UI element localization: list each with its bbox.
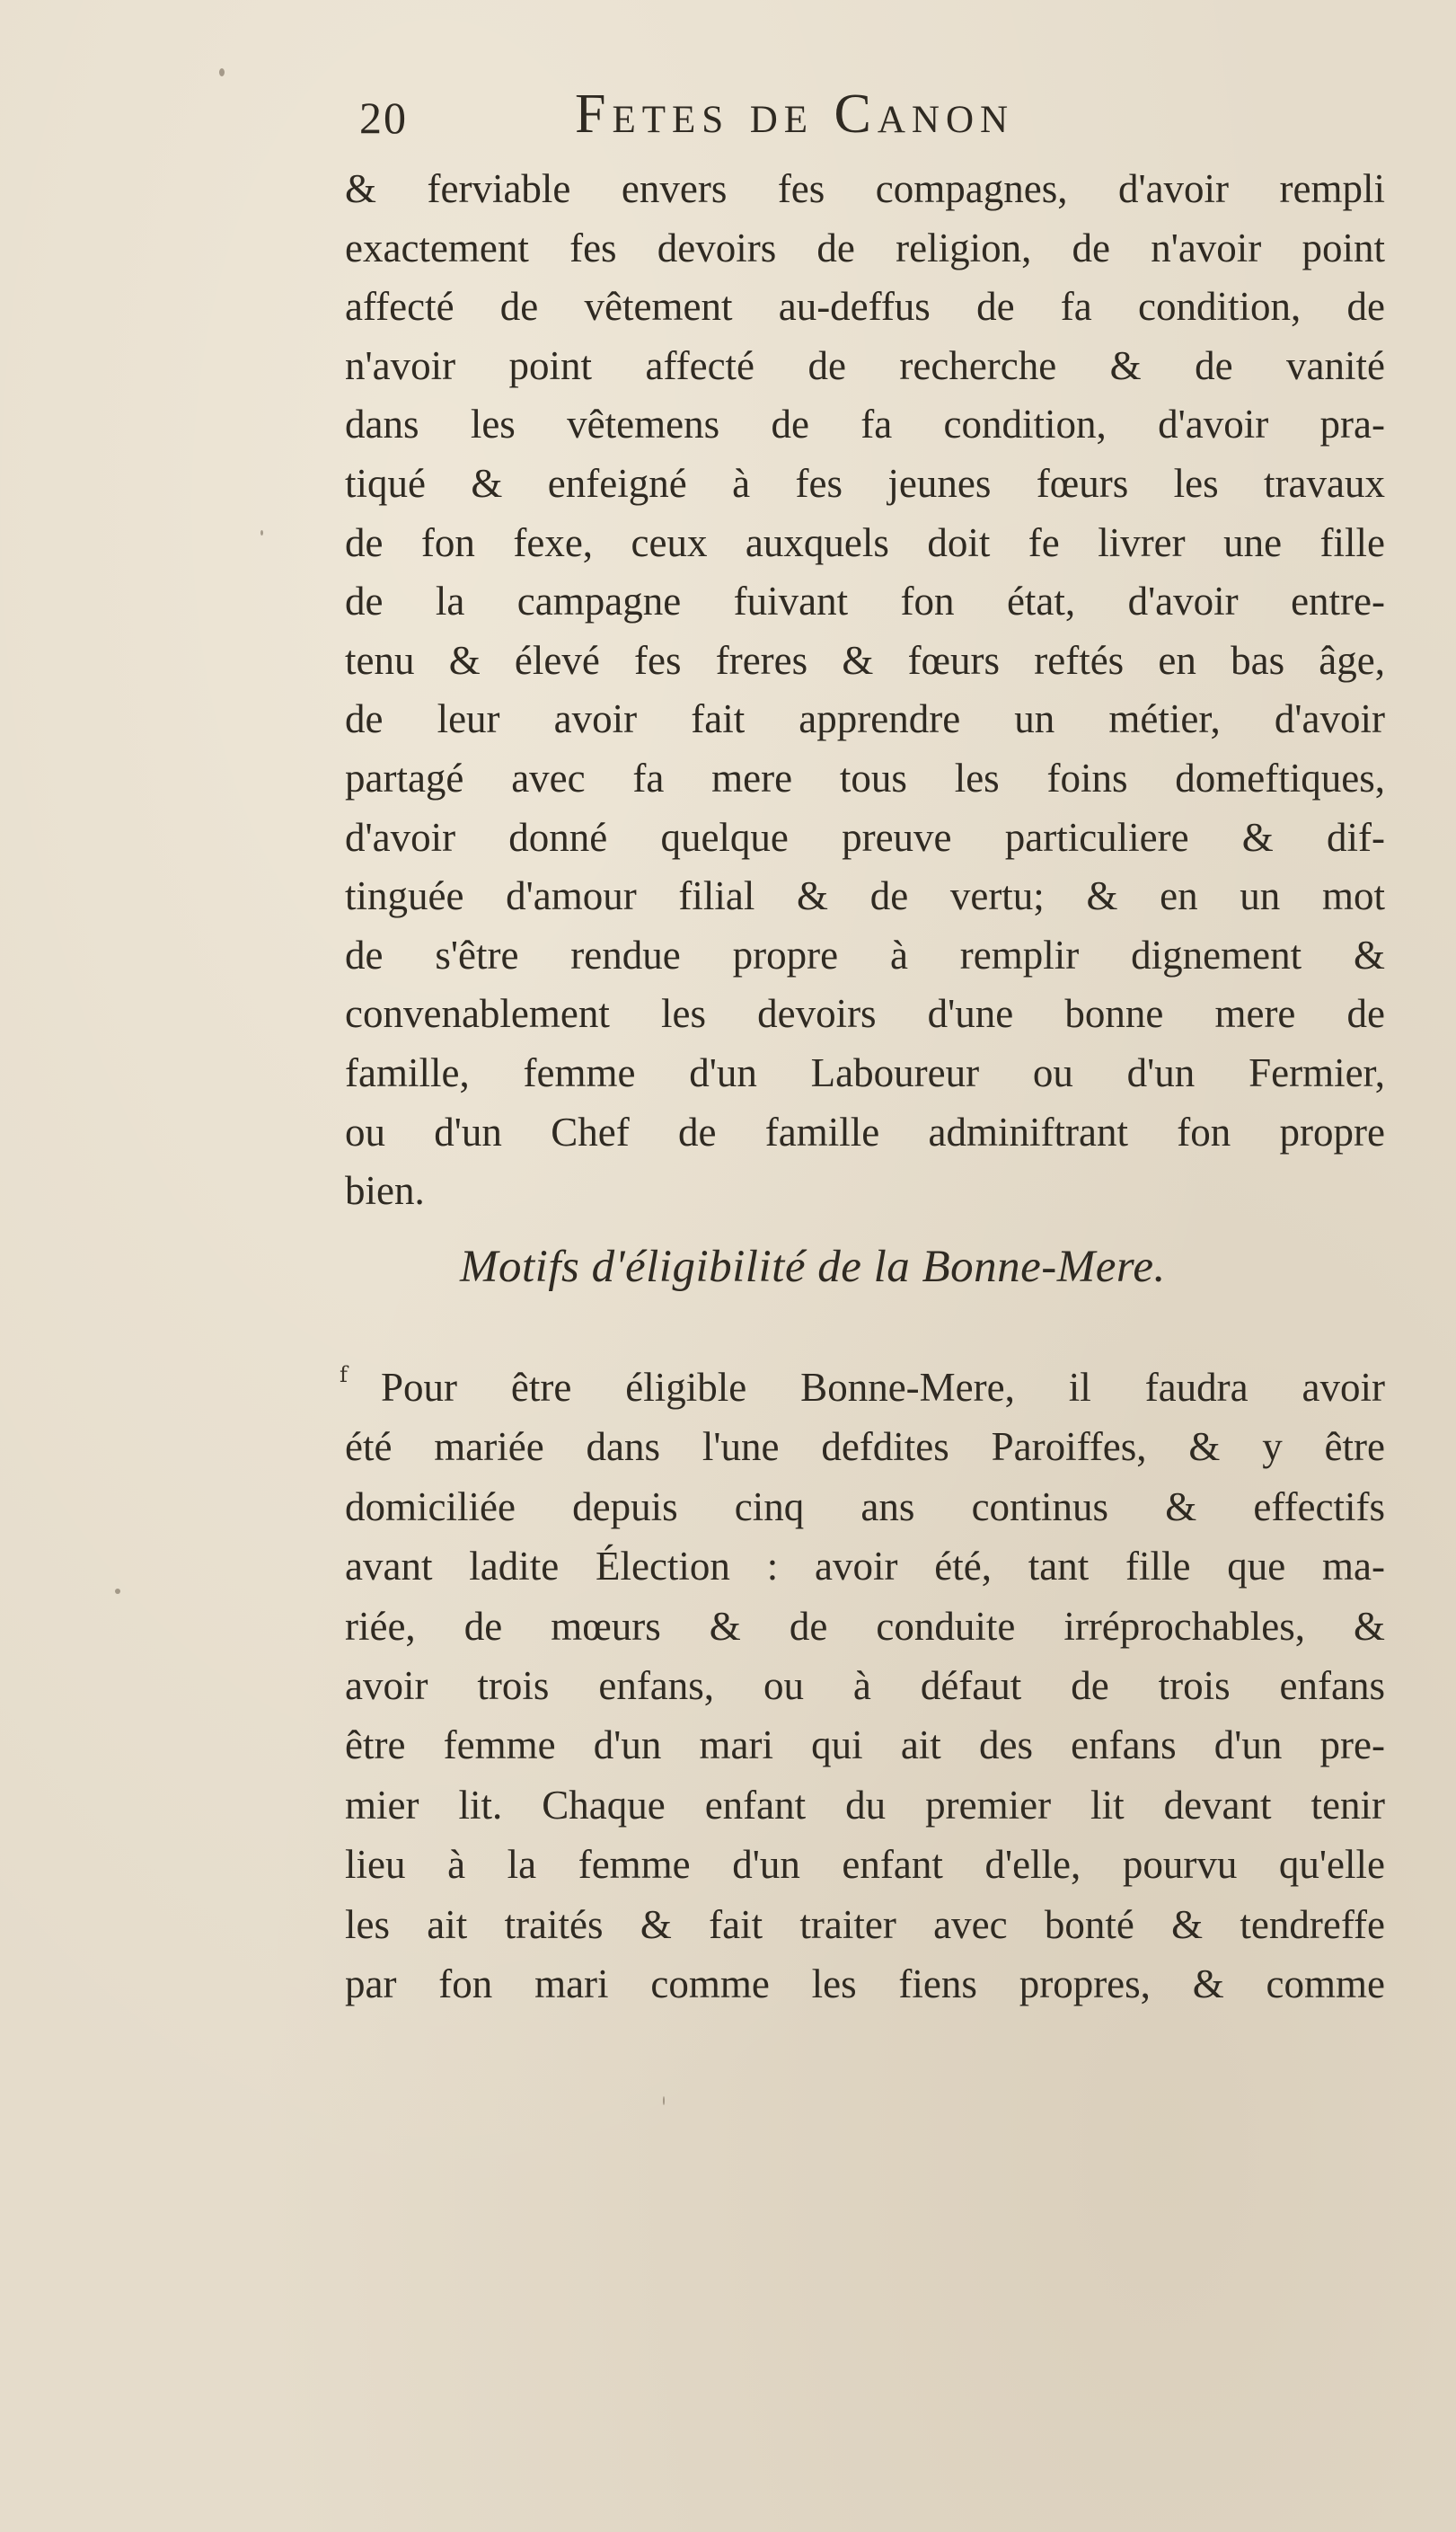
text-line: domiciliée depuis cinq ans continus & effectifs bbox=[345, 1483, 1385, 1529]
text-line: de la campagne fuivant fon état, d'avoir entre- bbox=[345, 579, 1385, 624]
text-line: être femme d'un mari qui ait des enfans d'un pre- bbox=[345, 1722, 1385, 1768]
text-line: tinguée d'amour filial & de vertu; & en un mot bbox=[345, 873, 1385, 919]
text-line: avant ladite Élection : avoir été, tant fille que ma- bbox=[345, 1544, 1385, 1589]
text-line: riée, de mœurs & de conduite irréprochables, & bbox=[345, 1603, 1385, 1649]
text-line: tiqué & enfeigné à fes jeunes fœurs les travaux bbox=[345, 460, 1385, 506]
text-line: ou d'un Chef de famille adminiftrant fon propre bbox=[345, 1109, 1385, 1155]
page-number: 20 bbox=[359, 93, 408, 143]
text-line: famille, femme d'un Laboureur ou d'un Fermier, bbox=[345, 1049, 1385, 1095]
section-heading: Motifs d'éligibilité de la Bonne-Mere. bbox=[460, 1242, 1166, 1292]
paper-speck bbox=[663, 2096, 665, 2105]
paragraph-1 bbox=[345, 160, 1385, 1221]
paragraph-2 bbox=[345, 1358, 1385, 2014]
text-line: dans les vêtemens de fa condition, d'avoir pra- bbox=[345, 402, 1385, 447]
text-line: de s'être rendue propre à remplir dignement & bbox=[345, 932, 1385, 978]
text-line: affecté de vêtement au-deffus de fa condition, de bbox=[345, 284, 1385, 330]
text-line: convenablement les devoirs d'une bonne mere de bbox=[345, 991, 1385, 1037]
text-line: partagé avec fa mere tous les foins domeftiques, bbox=[345, 755, 1385, 801]
text-line: les ait traités & fait traiter avec bonté & tendreffe bbox=[345, 1901, 1385, 1947]
text-line: par fon mari comme les fiens propres, & comme bbox=[345, 1961, 1385, 2007]
running-head bbox=[350, 83, 1392, 155]
text-line: d'avoir donné quelque preuve particuliere & dif- bbox=[345, 814, 1385, 860]
text-line: & ferviable envers fes compagnes, d'avoir rempli bbox=[345, 166, 1385, 211]
text-line: de fon fexe, ceux auxquels doit fe livrer une fille bbox=[345, 519, 1385, 565]
text-line: Pour être éligible Bonne-Mere, il faudra avoir bbox=[381, 1365, 1385, 1410]
paper-speck bbox=[260, 530, 263, 536]
text-line: été mariée dans l'une defdites Paroiffes, & y être bbox=[345, 1424, 1385, 1470]
paper-speck bbox=[115, 1589, 120, 1594]
margin-mark: f bbox=[340, 1362, 348, 1387]
running-title: Fetes de Canon bbox=[575, 84, 1015, 145]
text-line: tenu & élevé fes freres & fœurs reftés en bas âge, bbox=[345, 637, 1385, 683]
text-line: mier lit. Chaque enfant du premier lit devant tenir bbox=[345, 1782, 1385, 1828]
text-line: bien. bbox=[345, 1168, 425, 1214]
text-line: avoir trois enfans, ou à défaut de trois enfans bbox=[345, 1663, 1385, 1709]
text-line: n'avoir point affecté de recherche & de vanité bbox=[345, 342, 1385, 388]
paper-speck bbox=[219, 68, 225, 76]
text-line: lieu à la femme d'un enfant d'elle, pourvu qu'elle bbox=[345, 1842, 1385, 1888]
text-line: exactement fes devoirs de religion, de n'avoir point bbox=[345, 225, 1385, 270]
text-line: de leur avoir fait apprendre un métier, d'avoir bbox=[345, 696, 1385, 742]
